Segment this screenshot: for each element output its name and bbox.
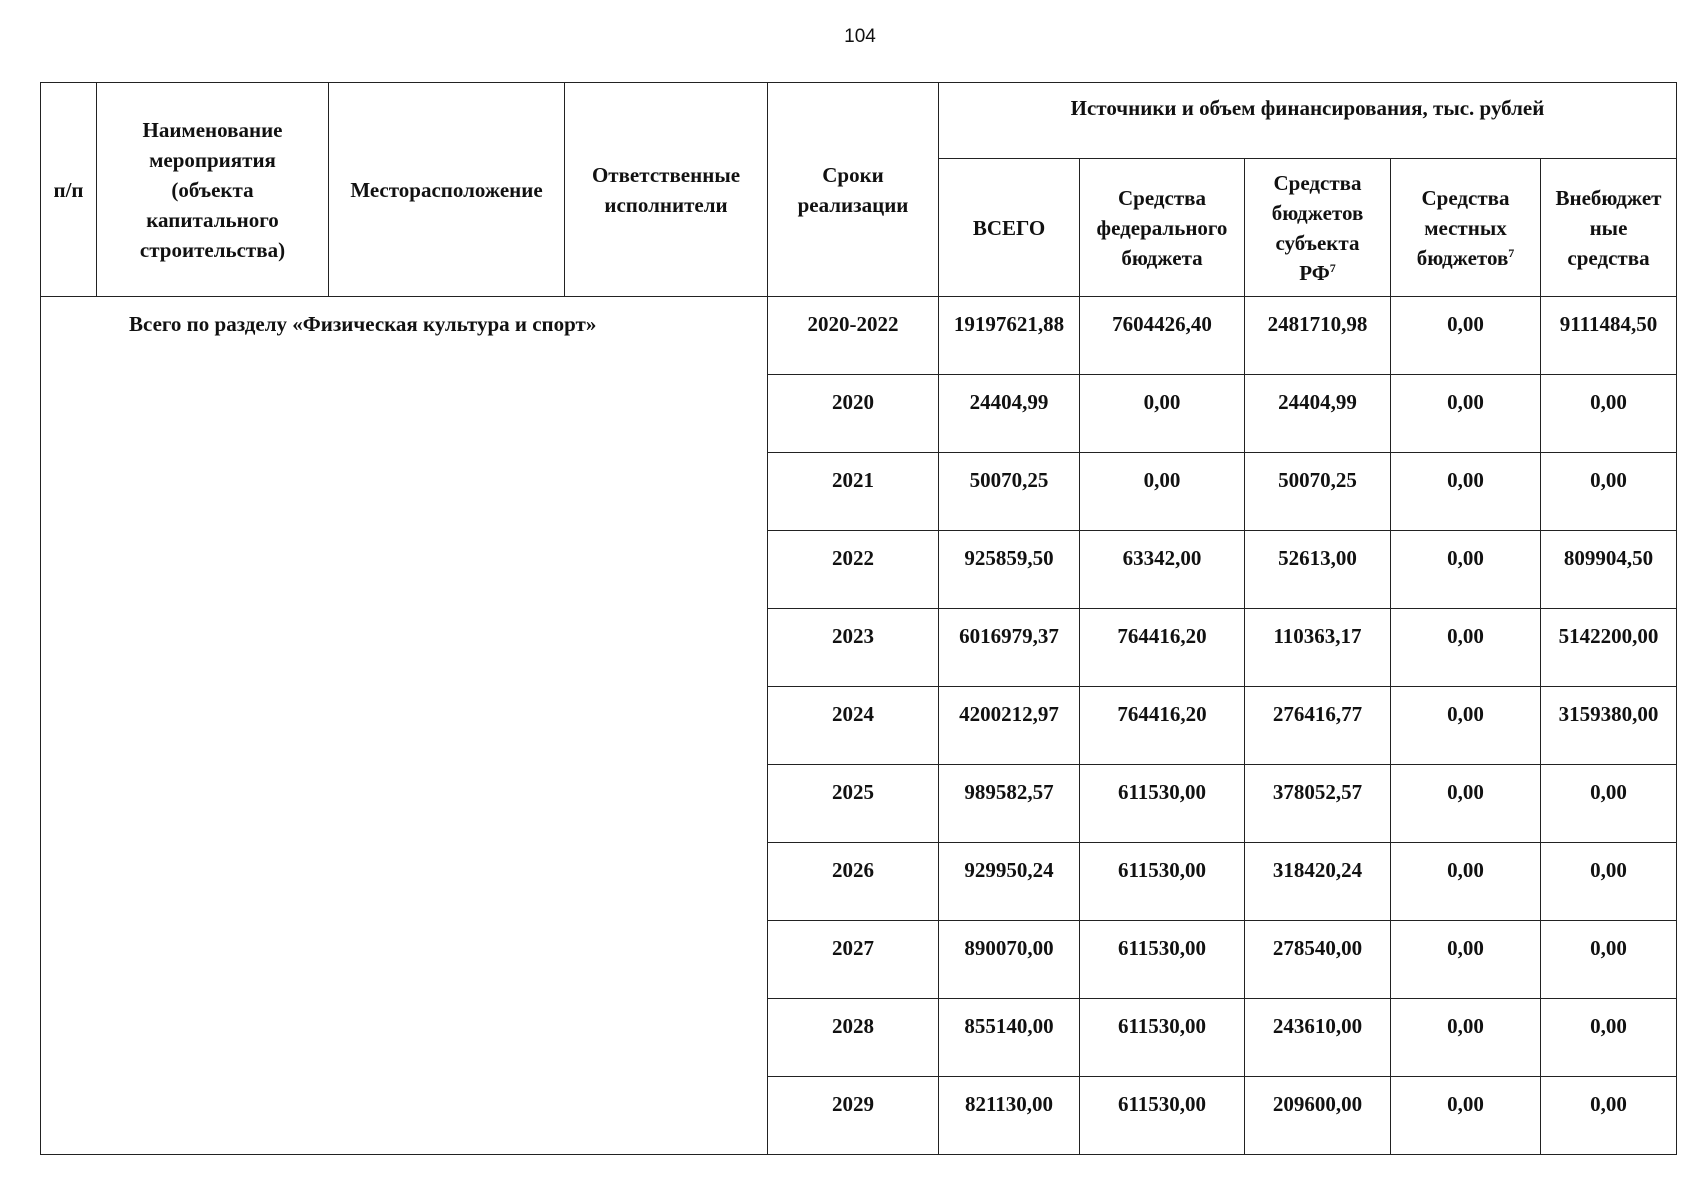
cell-total: 6016979,37 — [939, 609, 1080, 687]
cell-subject: 243610,00 — [1245, 999, 1391, 1077]
cell-local: 0,00 — [1391, 843, 1541, 921]
cell-federal: 611530,00 — [1080, 843, 1245, 921]
cell-extra: 0,00 — [1541, 375, 1677, 453]
cell-federal: 764416,20 — [1080, 687, 1245, 765]
cell-local: 0,00 — [1391, 999, 1541, 1077]
footnote-marker: 7 — [1329, 260, 1336, 275]
cell-subject: 24404,99 — [1245, 375, 1391, 453]
cell-period: 2024 — [768, 687, 939, 765]
cell-subject: 2481710,98 — [1245, 297, 1391, 375]
cell-extra: 809904,50 — [1541, 531, 1677, 609]
cell-federal: 0,00 — [1080, 375, 1245, 453]
cell-subject: 378052,57 — [1245, 765, 1391, 843]
cell-federal: 7604426,40 — [1080, 297, 1245, 375]
cell-extra: 9111484,50 — [1541, 297, 1677, 375]
cell-local: 0,00 — [1391, 297, 1541, 375]
cell-local: 0,00 — [1391, 609, 1541, 687]
cell-subject: 276416,77 — [1245, 687, 1391, 765]
cell-period: 2023 — [768, 609, 939, 687]
cell-period: 2027 — [768, 921, 939, 999]
header-total: ВСЕГО — [939, 159, 1080, 297]
cell-period: 2021 — [768, 453, 939, 531]
cell-extra: 0,00 — [1541, 765, 1677, 843]
cell-federal: 0,00 — [1080, 453, 1245, 531]
cell-subject: 110363,17 — [1245, 609, 1391, 687]
header-location: Месторасположение — [329, 83, 565, 297]
cell-local: 0,00 — [1391, 375, 1541, 453]
cell-federal: 611530,00 — [1080, 999, 1245, 1077]
cell-period: 2020 — [768, 375, 939, 453]
cell-local: 0,00 — [1391, 531, 1541, 609]
cell-extra: 0,00 — [1541, 453, 1677, 531]
page-number: 104 — [844, 26, 876, 47]
cell-extra: 0,00 — [1541, 921, 1677, 999]
cell-local: 0,00 — [1391, 453, 1541, 531]
cell-period: 2029 — [768, 1077, 939, 1155]
cell-subject: 318420,24 — [1245, 843, 1391, 921]
cell-federal: 611530,00 — [1080, 765, 1245, 843]
cell-total: 821130,00 — [939, 1077, 1080, 1155]
cell-total: 929950,24 — [939, 843, 1080, 921]
cell-federal: 764416,20 — [1080, 609, 1245, 687]
cell-period: 2028 — [768, 999, 939, 1077]
cell-total: 989582,57 — [939, 765, 1080, 843]
cell-extra: 0,00 — [1541, 843, 1677, 921]
table-header — [41, 83, 1677, 297]
cell-local: 0,00 — [1391, 765, 1541, 843]
cell-local: 0,00 — [1391, 1077, 1541, 1155]
cell-total: 890070,00 — [939, 921, 1080, 999]
cell-subject: 50070,25 — [1245, 453, 1391, 531]
header-funding-group: Источники и объем финансирования, тыс. рублей — [939, 83, 1677, 159]
cell-period: 2026 — [768, 843, 939, 921]
header-responsible: Ответственные исполнители — [565, 83, 768, 297]
header-num: п/п — [41, 83, 97, 297]
cell-extra: 5142200,00 — [1541, 609, 1677, 687]
cell-subject: 278540,00 — [1245, 921, 1391, 999]
table-row — [41, 297, 1677, 375]
footnote-marker: 7 — [1508, 245, 1515, 260]
section-total-label: Всего по разделу «Физическая культура и спорт» — [41, 297, 768, 1155]
cell-total: 50070,25 — [939, 453, 1080, 531]
cell-federal: 63342,00 — [1080, 531, 1245, 609]
cell-total: 24404,99 — [939, 375, 1080, 453]
cell-total: 855140,00 — [939, 999, 1080, 1077]
cell-period: 2020-2022 — [768, 297, 939, 375]
header-extrabudget: Внебюджет ные средства — [1541, 159, 1677, 297]
cell-extra: 3159380,00 — [1541, 687, 1677, 765]
cell-federal: 611530,00 — [1080, 1077, 1245, 1155]
financing-table — [40, 82, 1677, 1155]
cell-total: 4200212,97 — [939, 687, 1080, 765]
header-subject: Средства бюджетов субъекта $РФ^7$ — [1245, 159, 1391, 297]
header-federal: Средства федерального бюджета — [1080, 159, 1245, 297]
cell-extra: 0,00 — [1541, 999, 1677, 1077]
cell-subject: 52613,00 — [1245, 531, 1391, 609]
table-body — [41, 297, 1677, 1155]
cell-period: 2025 — [768, 765, 939, 843]
header-name: Наименование мероприятия (объекта капитального строительства) — [97, 83, 329, 297]
cell-period: 2022 — [768, 531, 939, 609]
cell-extra: 0,00 — [1541, 1077, 1677, 1155]
cell-local: 0,00 — [1391, 921, 1541, 999]
cell-total: 19197621,88 — [939, 297, 1080, 375]
header-local: Средства местных бюджетов$^7$ — [1391, 159, 1541, 297]
cell-local: 0,00 — [1391, 687, 1541, 765]
cell-federal: 611530,00 — [1080, 921, 1245, 999]
cell-subject: 209600,00 — [1245, 1077, 1391, 1155]
header-timeline: Сроки реализации — [768, 83, 939, 297]
cell-total: 925859,50 — [939, 531, 1080, 609]
